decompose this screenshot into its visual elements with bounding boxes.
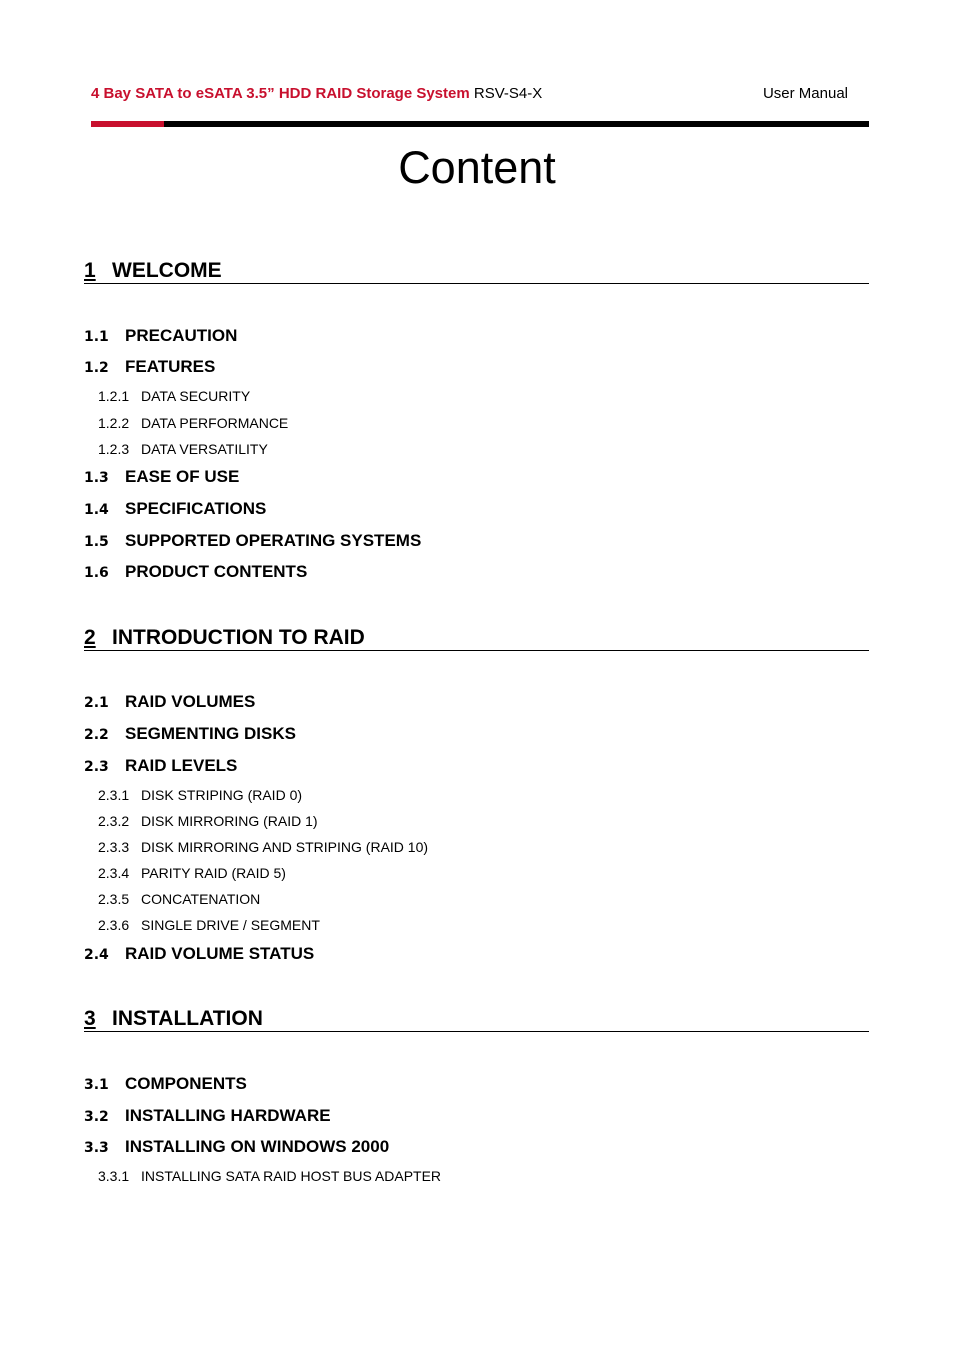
toc-subsection[interactable]: [98, 787, 302, 803]
toc-label: DISK MIRRORING AND STRIPING (RAID 10): [141, 839, 429, 855]
toc-subsection[interactable]: [98, 415, 288, 431]
toc-number: 2.3.4: [98, 865, 130, 881]
toc-label: SPECIFICATIONS: [125, 499, 267, 518]
toc-label: PARITY RAID (RAID 5): [141, 865, 286, 881]
toc-subsection[interactable]: [98, 1168, 441, 1184]
toc-number: 3: [84, 1007, 96, 1030]
toc-number: 3.3.1: [98, 1168, 130, 1184]
toc-label: WELCOME: [112, 259, 222, 282]
page-header: [91, 85, 848, 105]
toc-number: 2.3.2: [98, 813, 130, 829]
product-name: 4 Bay SATA to eSATA 3.5” HDD RAID Storage System: [91, 85, 470, 102]
page-title: Content: [398, 142, 556, 193]
toc-label: INTRODUCTION TO RAID: [112, 626, 365, 649]
toc-subsection[interactable]: [98, 891, 260, 907]
toc-number: 3.3: [84, 1140, 109, 1156]
toc-number: 2.4: [84, 947, 109, 963]
toc-subsection[interactable]: [98, 917, 320, 933]
toc-label: RAID LEVELS: [125, 756, 238, 775]
toc-number: 1.4: [84, 502, 109, 518]
toc-label: RAID VOLUME STATUS: [125, 944, 315, 963]
toc-chapter[interactable]: [84, 626, 869, 651]
toc-section[interactable]: [84, 1074, 247, 1094]
toc-chapter[interactable]: [84, 259, 869, 284]
toc-label: DATA VERSATILITY: [141, 441, 268, 457]
toc-label: INSTALLING ON WINDOWS 2000: [125, 1137, 390, 1156]
header-rule: [164, 121, 869, 127]
toc-label: RAID VOLUMES: [125, 692, 256, 711]
toc-number: 1.1: [84, 329, 109, 345]
toc-label: SINGLE DRIVE / SEGMENT: [141, 917, 320, 933]
model-number: RSV-S4-X: [473, 85, 543, 102]
toc-section[interactable]: [84, 1106, 331, 1126]
toc-section[interactable]: [84, 1137, 389, 1157]
toc-label: EASE OF USE: [125, 467, 240, 486]
toc-number: 2.3.3: [98, 839, 130, 855]
toc-number: 1: [84, 259, 96, 282]
toc-subsection[interactable]: [98, 388, 250, 404]
toc-section[interactable]: [84, 692, 255, 712]
toc-number: 2.3.5: [98, 891, 130, 907]
toc-section[interactable]: [84, 724, 296, 744]
toc-chapter[interactable]: [84, 1007, 869, 1032]
toc-section[interactable]: [84, 756, 237, 776]
toc-section[interactable]: [84, 499, 266, 519]
toc-label: DISK MIRRORING (RAID 1): [141, 813, 318, 829]
toc-label: DATA PERFORMANCE: [141, 415, 289, 431]
toc-label: SUPPORTED OPERATING SYSTEMS: [125, 531, 422, 550]
toc-section[interactable]: [84, 357, 215, 377]
toc-label: COMPONENTS: [125, 1074, 247, 1093]
toc-number: 1.2: [84, 360, 109, 376]
toc-subsection[interactable]: [98, 839, 428, 855]
header-rule-accent: [91, 121, 164, 127]
toc-label: SEGMENTING DISKS: [125, 724, 296, 743]
toc-number: 1.3: [84, 470, 109, 486]
toc-number: 2.3.1: [98, 787, 130, 803]
toc-label: DISK STRIPING (RAID 0): [141, 787, 303, 803]
toc-section[interactable]: [84, 326, 237, 346]
toc-label: CONCATENATION: [141, 891, 261, 907]
toc-number: 1.2.2: [98, 415, 130, 431]
toc-section[interactable]: [84, 562, 307, 582]
toc-number: 1.2.3: [98, 441, 130, 457]
toc-number: 2.3.6: [98, 917, 130, 933]
toc-section[interactable]: [84, 944, 314, 964]
toc-number: 1.5: [84, 534, 109, 550]
toc-label: DATA SECURITY: [141, 388, 251, 404]
toc-label: PRODUCT CONTENTS: [125, 562, 308, 581]
toc-section[interactable]: [84, 467, 239, 487]
toc-label: INSTALLING HARDWARE: [125, 1106, 331, 1125]
toc-subsection[interactable]: [98, 865, 286, 881]
toc-label: PRECAUTION: [125, 326, 238, 345]
toc-subsection[interactable]: [98, 441, 268, 457]
toc-number: 2.2: [84, 727, 109, 743]
toc-label: FEATURES: [125, 357, 216, 376]
toc-section[interactable]: [84, 531, 421, 551]
toc-number: 1.2.1: [98, 388, 130, 404]
toc-number: 3.1: [84, 1077, 109, 1093]
toc-number: 3.2: [84, 1109, 109, 1125]
toc-number: 2.1: [84, 695, 109, 711]
toc-number: 2: [84, 626, 96, 649]
toc-label: INSTALLATION: [112, 1007, 263, 1030]
document-type: User Manual: [762, 85, 848, 102]
toc-subsection[interactable]: [98, 813, 318, 829]
toc-label: INSTALLING SATA RAID HOST BUS ADAPTER: [141, 1168, 442, 1184]
toc-number: 2.3: [84, 759, 109, 775]
toc-number: 1.6: [84, 565, 109, 581]
